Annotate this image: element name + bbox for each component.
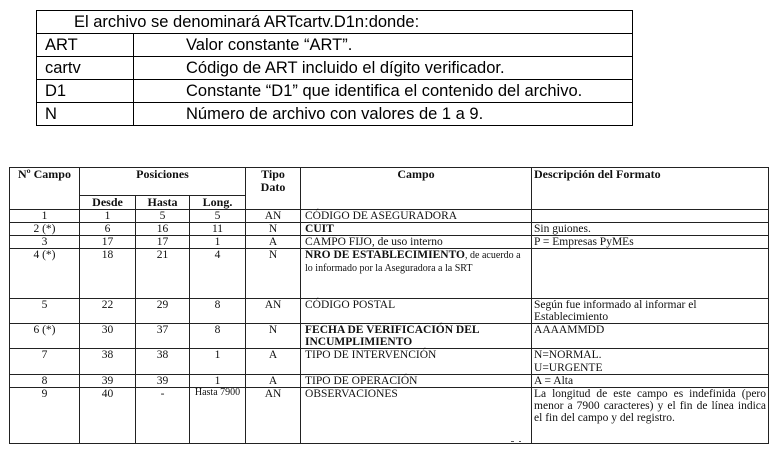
file-naming-desc: Número de archivo con valores de 1 a 9. — [134, 103, 633, 126]
header-row — [10, 168, 769, 196]
cell-nro: 8 — [10, 374, 80, 387]
cell-desc — [532, 249, 769, 299]
cell-long: 11 — [190, 223, 246, 236]
cell-campo — [301, 374, 532, 387]
cell-campo — [301, 210, 532, 223]
cell-desde: 18 — [80, 249, 136, 299]
file-naming-code: D1 — [37, 80, 134, 103]
campo-name: CAMPO FIJO — [305, 236, 372, 249]
table-row — [10, 387, 769, 443]
cell-nro: 9 — [10, 387, 80, 443]
cell-nro: 3 — [10, 236, 80, 249]
cell-nro: 6 (*) — [10, 324, 80, 349]
cell-tipo: N — [246, 324, 301, 349]
cell-long: 8 — [190, 324, 246, 349]
cell-long: 8 — [190, 299, 246, 324]
scan-speck — [519, 441, 521, 442]
cell-campo — [301, 324, 532, 349]
campo-name: TIPO DE INTERVENCIÓN — [305, 349, 437, 362]
file-naming-title: El archivo se denominará ARTcartv.D1n:donde: — [37, 11, 633, 34]
cell-desc — [532, 210, 769, 223]
file-naming-desc: Código de ART incluido el dígito verificador. — [134, 57, 633, 80]
cell-campo — [301, 249, 532, 299]
cell-tipo: N — [246, 249, 301, 299]
cell-tipo: A — [246, 349, 301, 374]
campo-extra: , de uso interno — [371, 236, 443, 249]
cell-hasta: 5 — [136, 210, 190, 223]
campo-name: TIPO DE OPERACIÓN — [305, 374, 418, 387]
cell-desde: 30 — [80, 324, 136, 349]
cell-hasta: 17 — [136, 236, 190, 249]
campo-name: CÓDIGO POSTAL — [305, 299, 396, 312]
cell-desc: La longitud de este campo es indefinida (pero menor a 7900 caracteres) y el fin de línea indica el fin del campo y del registro. — [532, 387, 769, 443]
file-naming-row — [37, 57, 633, 80]
file-naming-desc: Valor constante “ART”. — [134, 34, 633, 57]
table-row — [10, 299, 769, 324]
table-row — [10, 324, 769, 349]
cell-long: Hasta 7900 — [190, 387, 246, 443]
cell-desc: P = Empresas PyMEs — [532, 236, 769, 249]
cell-hasta: 16 — [136, 223, 190, 236]
cell-nro: 5 — [10, 299, 80, 324]
cell-desde: 17 — [80, 236, 136, 249]
file-naming-code: N — [37, 103, 134, 126]
table-row — [10, 374, 769, 387]
cell-hasta: 21 — [136, 249, 190, 299]
file-naming-row — [37, 103, 633, 126]
file-naming-desc: Constante “D1” que identifica el contenido del archivo. — [134, 80, 633, 103]
cell-hasta: 37 — [136, 324, 190, 349]
cell-hasta: - — [136, 387, 190, 443]
campo-name: FECHA DE VERIFICACIÓN DEL INCUMPLIMIENTO — [305, 324, 479, 349]
cell-campo — [301, 236, 532, 249]
cell-desde: 40 — [80, 387, 136, 443]
campo-name: OBSERVACIONES — [305, 387, 398, 400]
cell-nro: 2 (*) — [10, 223, 80, 236]
header-posiciones: Posiciones — [80, 168, 246, 196]
cell-desc: Sin guiones. — [532, 223, 769, 236]
cell-desc — [532, 349, 769, 374]
cell-long: 1 — [190, 236, 246, 249]
cell-tipo: N — [246, 223, 301, 236]
cell-campo — [301, 387, 532, 443]
cell-hasta: 39 — [136, 374, 190, 387]
cell-nro: 1 — [10, 210, 80, 223]
table-row — [10, 249, 769, 299]
campo-name: CUIT — [305, 223, 334, 236]
cell-desde: 22 — [80, 299, 136, 324]
cell-hasta: 29 — [136, 299, 190, 324]
header-descripcion: Descripción del Formato — [532, 168, 769, 210]
campo-extra: , de acuerdo a lo informado por la Aseguradora a la SRT — [305, 250, 521, 274]
cell-long: 4 — [190, 249, 246, 299]
cell-tipo: AN — [246, 299, 301, 324]
cell-nro: 7 — [10, 349, 80, 374]
cell-desde: 6 — [80, 223, 136, 236]
cell-long: 1 — [190, 349, 246, 374]
header-campo: Campo — [301, 168, 532, 210]
desc-line: U=URGENTE — [534, 361, 603, 374]
cell-long: 5 — [190, 210, 246, 223]
file-naming-code: ART — [37, 34, 134, 57]
header-tipo-dato: Tipo Dato — [246, 168, 301, 210]
cell-desc: Según fue informado al informar el Establecimiento — [532, 299, 769, 324]
cell-hasta: 38 — [136, 349, 190, 374]
campo-name: CÓDIGO DE ASEGURADORA — [305, 210, 458, 222]
cell-campo — [301, 299, 532, 324]
file-naming-code: cartv — [37, 57, 134, 80]
table-row — [10, 236, 769, 249]
cell-tipo: AN — [246, 387, 301, 443]
format-table — [9, 167, 769, 444]
header-desde: Desde — [80, 196, 136, 210]
cell-desde: 1 — [80, 210, 136, 223]
header-hasta: Hasta — [136, 196, 190, 210]
file-naming-row — [37, 80, 633, 103]
cell-long: 1 — [190, 374, 246, 387]
table-row — [10, 210, 769, 223]
cell-tipo: A — [246, 374, 301, 387]
file-naming-row — [37, 34, 633, 57]
header-long: Long. — [190, 196, 246, 210]
cell-tipo: A — [246, 236, 301, 249]
table-row — [10, 223, 769, 236]
cell-desc: AAAAMMDD — [532, 324, 769, 349]
table-row — [10, 349, 769, 374]
campo-name: NRO DE ESTABLECIMIENTO — [305, 249, 465, 262]
file-naming-title-row — [37, 11, 633, 34]
cell-campo — [301, 223, 532, 236]
cell-nro: 4 (*) — [10, 249, 80, 299]
cell-desc: A = Alta — [532, 374, 769, 387]
cell-tipo: AN — [246, 210, 301, 223]
cell-desde: 39 — [80, 374, 136, 387]
cell-campo — [301, 349, 532, 374]
file-naming-table — [36, 10, 633, 126]
cell-desde: 38 — [80, 349, 136, 374]
scan-speck — [511, 441, 514, 442]
header-nro-campo: Nº Campo — [10, 168, 80, 210]
desc-line: N=NORMAL. — [534, 349, 602, 362]
